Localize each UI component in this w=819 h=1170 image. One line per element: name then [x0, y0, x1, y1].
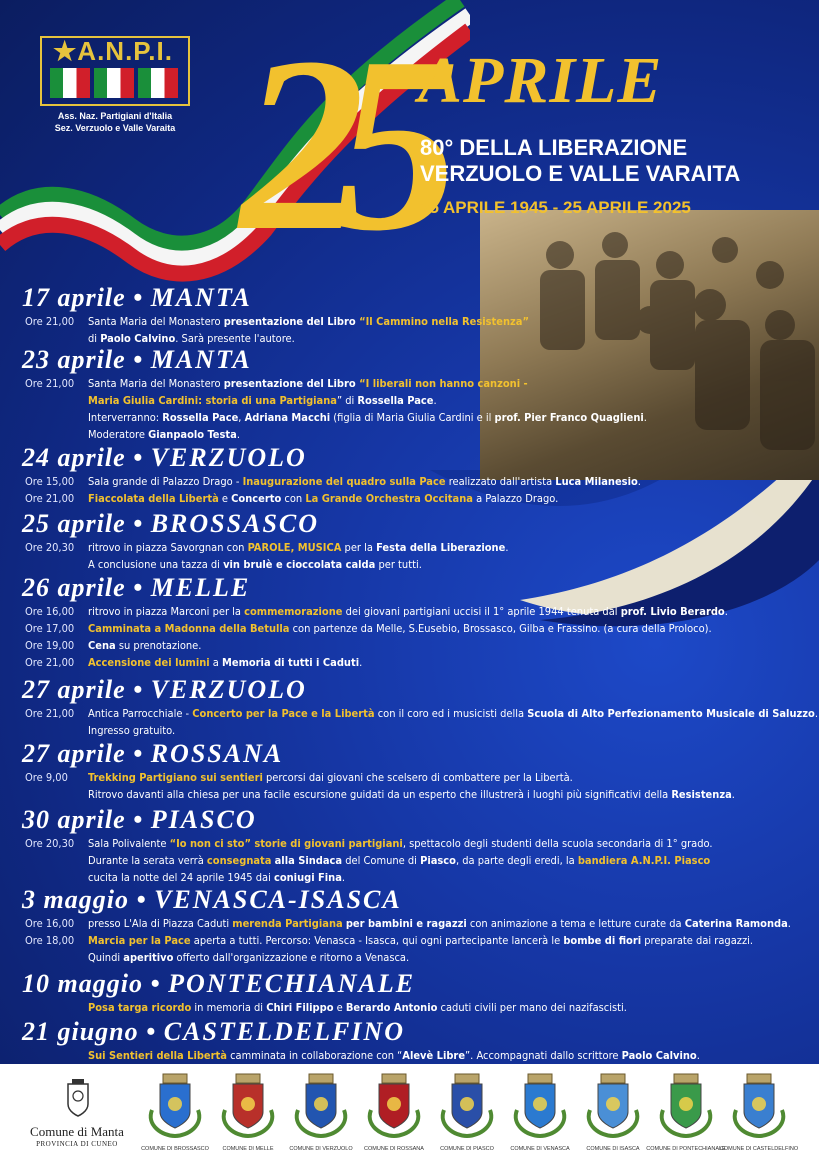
event-date: 3 maggio: [22, 885, 129, 914]
aprile-title: APRILE: [418, 44, 663, 117]
event-text-part: presso L'Ala di Piazza Caduti: [88, 917, 233, 930]
event-text-part: ”. Accompagnati dallo scrittore: [465, 1049, 622, 1062]
event-date: 23 aprile: [22, 345, 126, 374]
manta-province: PROVINCIA DI CUNEO: [36, 1140, 118, 1148]
event-heading: [22, 970, 415, 998]
event-text-part: Festa della Liberazione: [376, 541, 506, 554]
event-text-part: vin brulè e cioccolata calda: [223, 558, 376, 571]
event-separator: •: [125, 509, 151, 538]
event-text-part: del Comune di: [342, 854, 421, 867]
manta-name: Comune di Manta: [30, 1124, 124, 1139]
event-text: [88, 410, 647, 426]
event-text-part: Santa Maria del Monastero: [88, 377, 224, 390]
event-text-part: percorsi dai giovani che scelsero di combattere per la Libertà.: [262, 771, 573, 784]
event-text-part: per la: [341, 541, 377, 554]
event-text-part: alla Sindaca: [274, 854, 343, 867]
event-place: PONTECHIANALE: [168, 969, 416, 998]
event-text-part: Concerto per la Pace e la Libertà: [192, 707, 375, 720]
event-text-part: Santa Maria del Monastero: [88, 315, 224, 328]
crest-label: COMUNE DI VENASCA: [510, 1146, 570, 1152]
event-text-part: commemorazione: [244, 605, 343, 618]
event-text-part: “Il Cammino nella Resistenza”: [359, 315, 529, 328]
event-separator: •: [128, 885, 155, 914]
anpi-logo-flags: [50, 68, 178, 98]
anpi-sub-line2: Sez. Verzuolo e Valle Varaita: [54, 123, 176, 133]
event-text: [88, 853, 710, 869]
event-time: Ore 21,00: [25, 492, 75, 505]
event-text-part: con il coro ed i musicisti della: [374, 707, 528, 720]
event-date: 26 aprile: [22, 573, 126, 602]
event-text-part: aperitivo: [123, 951, 174, 964]
event-text-part: camminata in collaborazione con “: [226, 1049, 403, 1062]
event-text-part: Caterina Ramonda: [684, 917, 788, 930]
municipal-crest-icon: [359, 1070, 429, 1140]
event-text-part: .: [505, 541, 509, 554]
event-text-part: .: [814, 707, 818, 720]
event-text-part: Accensione dei lumini: [88, 656, 210, 669]
event-text-part: .: [731, 788, 735, 801]
event-date: 27 aprile: [22, 675, 126, 704]
crest-label: COMUNE DI PONTECHIANALE: [646, 1146, 726, 1152]
event-date: 21 giugno: [22, 1017, 139, 1046]
event-text: [88, 870, 345, 886]
event-text-part: Alevè Libre: [402, 1049, 466, 1062]
event-text-part: presentazione del Libro: [223, 377, 360, 390]
event-text-part: PAROLE, MUSICA: [247, 541, 342, 554]
event-text-part: Posa targa ricordo: [88, 1001, 192, 1014]
event-text: [88, 557, 422, 573]
event-text-part: “Io non ci sto” storie di giovani partigiani: [169, 837, 403, 850]
event-text-part: prof. Livio Berardo: [620, 605, 725, 618]
event-text-part: Memoria di tutti i Caduti: [222, 656, 360, 669]
municipal-crest-icon: [724, 1070, 794, 1140]
crest-label: COMUNE DI BROSSASCO: [141, 1146, 209, 1152]
event-separator: •: [125, 345, 151, 374]
event-heading: [22, 740, 283, 768]
municipal-crest-icon: [213, 1070, 283, 1140]
event-date: 10 maggio: [22, 969, 143, 998]
event-separator: •: [142, 969, 169, 998]
event-text-part: ritrovo in piazza Savorgnan con: [88, 541, 248, 554]
event-text-part: , da parte degli eredi, la: [455, 854, 578, 867]
event-text: [88, 1048, 700, 1064]
event-text-part: Durante la serata verrà: [88, 854, 207, 867]
event-text: [88, 723, 175, 739]
event-text-part: .: [696, 1049, 700, 1062]
event-text: [88, 836, 713, 852]
event-text-part: preparate dai ragazzi.: [641, 934, 754, 947]
event-heading: [22, 676, 307, 704]
event-text-part: a Palazzo Drago.: [472, 492, 559, 505]
event-text: [88, 491, 558, 507]
event-text: [88, 314, 529, 330]
event-time: Ore 15,00: [25, 475, 75, 488]
event-date: 27 aprile: [22, 739, 126, 768]
event-place: MANTA: [150, 283, 252, 312]
event-text-part: Sui Sentieri della Libertà: [88, 1049, 227, 1062]
event-date: 24 aprile: [22, 443, 126, 472]
event-text-part: cucita la notte del 24 aprile 1945 dai: [88, 871, 274, 884]
event-text-part: realizzato dall'artista: [445, 475, 556, 488]
event-text-part: Sala grande di Palazzo Drago -: [88, 475, 243, 488]
big-25: 25: [240, 6, 430, 283]
municipal-crest-icon: [578, 1070, 648, 1140]
event-text-part: Piasco: [420, 854, 456, 867]
event-text-part: presentazione del Libro: [223, 315, 360, 328]
event-text: [88, 950, 409, 966]
event-place: PIASCO: [150, 805, 257, 834]
event-text-part: con animazione a tema e letture curate da: [466, 917, 685, 930]
event-text-part: per bambini e ragazzi: [345, 917, 467, 930]
event-time: Ore 16,00: [25, 917, 75, 930]
event-text-part: dei giovani partigiani uccisi il 1° aprile 1944 tenuta dal: [342, 605, 621, 618]
event-text: [88, 427, 240, 443]
event-time: Ore 9,00: [25, 771, 68, 784]
event-text-part: e: [218, 492, 232, 505]
event-separator: •: [125, 675, 151, 704]
municipal-crest-icon: [651, 1070, 721, 1140]
event-text-part: merenda Partigiana: [232, 917, 343, 930]
event-text-part: .: [236, 428, 240, 441]
event-time: Ore 21,00: [25, 707, 75, 720]
event-text-part: e: [333, 1001, 346, 1014]
event-text-part: Adriana Macchi: [244, 411, 331, 424]
event-text-part: Antica Parrocchiale -: [88, 707, 193, 720]
event-text: [88, 621, 712, 637]
event-text-part: bombe di fiori: [563, 934, 642, 947]
event-text-part: Ritrovo davanti alla chiesa per una facile escursione guidati da un esperto che illustrerà i luoghi più significativi della: [88, 788, 672, 801]
event-text: [88, 1000, 627, 1016]
municipal-crest-icon: [140, 1070, 210, 1140]
event-text-part: Cena: [88, 639, 116, 652]
event-text-part: .: [359, 656, 363, 669]
crest-label: COMUNE DI ROSSANA: [364, 1146, 424, 1152]
event-text-part: ,: [238, 411, 245, 424]
event-place: BROSSASCO: [150, 509, 320, 538]
event-text-part: La Grande Orchestra Occitana: [305, 492, 473, 505]
event-heading: [22, 574, 250, 602]
anpi-subtitle: [40, 110, 190, 134]
event-text-part: Maria Giulia Cardini: storia di una Partigiana: [88, 394, 337, 407]
event-time: Ore 21,00: [25, 315, 75, 328]
event-place: ROSSANA: [150, 739, 284, 768]
event-text-part: prof. Pier Franco Quaglieni: [494, 411, 644, 424]
event-text: [88, 540, 508, 556]
event-text-part: su prenotazione.: [115, 639, 202, 652]
event-text-part: Paolo Calvino: [621, 1049, 697, 1062]
event-text-part: Quindi: [88, 951, 124, 964]
event-time: Ore 16,00: [25, 605, 75, 618]
event-time: Ore 18,00: [25, 934, 75, 947]
event-text-part: offerto dall'organizzazione e ritorno a Venasca.: [173, 951, 410, 964]
subtitle-line1: 80° DELLA LIBERAZIONE: [420, 135, 688, 160]
event-date: 25 aprile: [22, 509, 126, 538]
event-time: Ore 20,30: [25, 541, 75, 554]
event-text-part: a: [209, 656, 222, 669]
event-text-part: .: [433, 394, 437, 407]
event-place: VERZUOLO: [150, 675, 307, 704]
event-separator: •: [125, 443, 151, 472]
event-text-part: ritrovo in piazza Marconi per la: [88, 605, 245, 618]
event-place: MANTA: [150, 345, 252, 374]
event-separator: •: [125, 805, 151, 834]
event-text-part: .: [637, 475, 641, 488]
partisans-photo: [480, 210, 819, 480]
event-text-part: Trekking Partigiano sui sentieri: [88, 771, 263, 784]
event-text-part: Concerto: [231, 492, 282, 505]
event-text-part: Moderatore: [88, 428, 149, 441]
event-text-part: aperta a tutti. Percorso: Venasca - Isasca, qui ogni partecipante lancerà le: [190, 934, 564, 947]
event-separator: •: [138, 1017, 164, 1046]
event-text-part: Sala Polivalente: [88, 837, 170, 850]
event-text: [88, 638, 201, 654]
event-text-part: . Sarà presente l'autore.: [175, 332, 295, 345]
event-heading: [22, 1018, 405, 1046]
event-text-part: Rossella Pace: [162, 411, 239, 424]
event-separator: •: [125, 739, 151, 768]
event-place: VENASCA-ISASCA: [154, 885, 402, 914]
event-text-part: A conclusione una tazza di: [88, 558, 224, 571]
event-text: [88, 770, 573, 786]
event-text-part: in memoria di: [191, 1001, 267, 1014]
crest-label: COMUNE DI ISASCA: [586, 1146, 640, 1152]
event-time: Ore 17,00: [25, 622, 75, 635]
event-text-part: Inaugurazione del quadro sulla Pace: [242, 475, 446, 488]
anpi-sub-line1: Ass. Naz. Partigiani d'Italia: [57, 111, 173, 121]
event-text-part: Rossella Pace: [357, 394, 434, 407]
subtitle-line2: VERZUOLO E VALLE VARAITA: [420, 161, 741, 186]
event-heading: [22, 444, 307, 472]
event-heading: [22, 886, 402, 914]
event-text: [88, 706, 818, 722]
event-place: MELLE: [150, 573, 251, 602]
event-date: 17 aprile: [22, 283, 126, 312]
event-date: 30 aprile: [22, 805, 126, 834]
event-text-part: con partenze da Melle, S.Eusebio, Brossasco, Gilba e Frassino. (a cura della Proloco).: [289, 622, 712, 635]
event-text-part: Fiaccolata della Libertà: [88, 492, 219, 505]
event-heading: [22, 346, 252, 374]
crest-label: COMUNE DI CASTELDELFINO: [719, 1146, 799, 1152]
crest-label: COMUNE DI MELLE: [222, 1146, 274, 1152]
event-text-part: Camminata a Madonna della Betulla: [88, 622, 290, 635]
event-place: VERZUOLO: [150, 443, 307, 472]
event-time: Ore 21,00: [25, 656, 75, 669]
event-text: [88, 787, 735, 803]
event-text: [88, 933, 753, 949]
event-text-part: Paolo Calvino: [100, 332, 176, 345]
event-text-part: “I liberali non hanno canzoni -: [359, 377, 528, 390]
event-time: Ore 19,00: [25, 639, 75, 652]
event-text-part: Berardo Antonio: [345, 1001, 438, 1014]
event-text-part: Gianpaolo Testa: [148, 428, 237, 441]
event-text: [88, 393, 437, 409]
event-text: [88, 376, 528, 392]
crest-label: COMUNE DI PIASCO: [440, 1146, 494, 1152]
event-text-part: .: [643, 411, 647, 424]
footer-logos: [0, 1064, 819, 1170]
event-text-part: coniugi Fina: [273, 871, 342, 884]
municipal-crest-icon: [286, 1070, 356, 1140]
municipal-crest-icon: [432, 1070, 502, 1140]
event-text-part: bandiera A.N.P.I. Piasco: [577, 854, 711, 867]
event-text-part: caduti civili per mano dei nazifascisti.: [437, 1001, 627, 1014]
municipal-crest-icon: [505, 1070, 575, 1140]
event-time: Ore 21,00: [25, 377, 75, 390]
event-heading: [22, 806, 257, 834]
event-heading: [22, 510, 319, 538]
event-text-part: .: [724, 605, 728, 618]
event-text: [88, 655, 362, 671]
event-text: [88, 604, 728, 620]
event-text: [88, 916, 791, 932]
event-time: Ore 20,30: [25, 837, 75, 850]
event-text-part: .: [341, 871, 346, 884]
event-text-part: con: [281, 492, 306, 505]
event-text-part: .: [787, 917, 791, 930]
event-text-part: Chiri Filippo: [266, 1001, 334, 1014]
event-place: CASTELDELFINO: [163, 1017, 406, 1046]
anpi-logo-title: ★A.N.P.I.: [53, 36, 173, 66]
photo-figures: [480, 210, 819, 480]
event-text-part: Ingresso gratuito.: [88, 724, 176, 737]
event-heading: [22, 284, 252, 312]
event-text-part: Interverranno:: [88, 411, 163, 424]
event-text-part: (figlia di Maria Giulia Cardini e il: [330, 411, 495, 424]
event-text-part: ” di: [336, 394, 358, 407]
event-text-part: Scuola di Alto Perfezionamento Musicale di Saluzzo: [527, 707, 815, 720]
crest-label: COMUNE DI VERZUOLO: [289, 1146, 353, 1152]
event-text: [88, 474, 641, 490]
event-text-part: di: [88, 332, 101, 345]
manta-crest-icon: [64, 1078, 92, 1118]
event-separator: •: [125, 283, 151, 312]
event-text-part: consegnata: [206, 854, 272, 867]
event-text-part: Resistenza: [671, 788, 732, 801]
event-text-part: Luca Milanesio: [555, 475, 638, 488]
event-text-part: per tutti.: [375, 558, 422, 571]
event-text-part: , spettacolo degli studenti della scuola secondaria di 1° grado.: [402, 837, 713, 850]
dates-line: 25 APRILE 1945 - 25 APRILE 2025: [420, 198, 691, 217]
event-text-part: Marcia per la Pace: [88, 934, 191, 947]
event-separator: •: [125, 573, 151, 602]
